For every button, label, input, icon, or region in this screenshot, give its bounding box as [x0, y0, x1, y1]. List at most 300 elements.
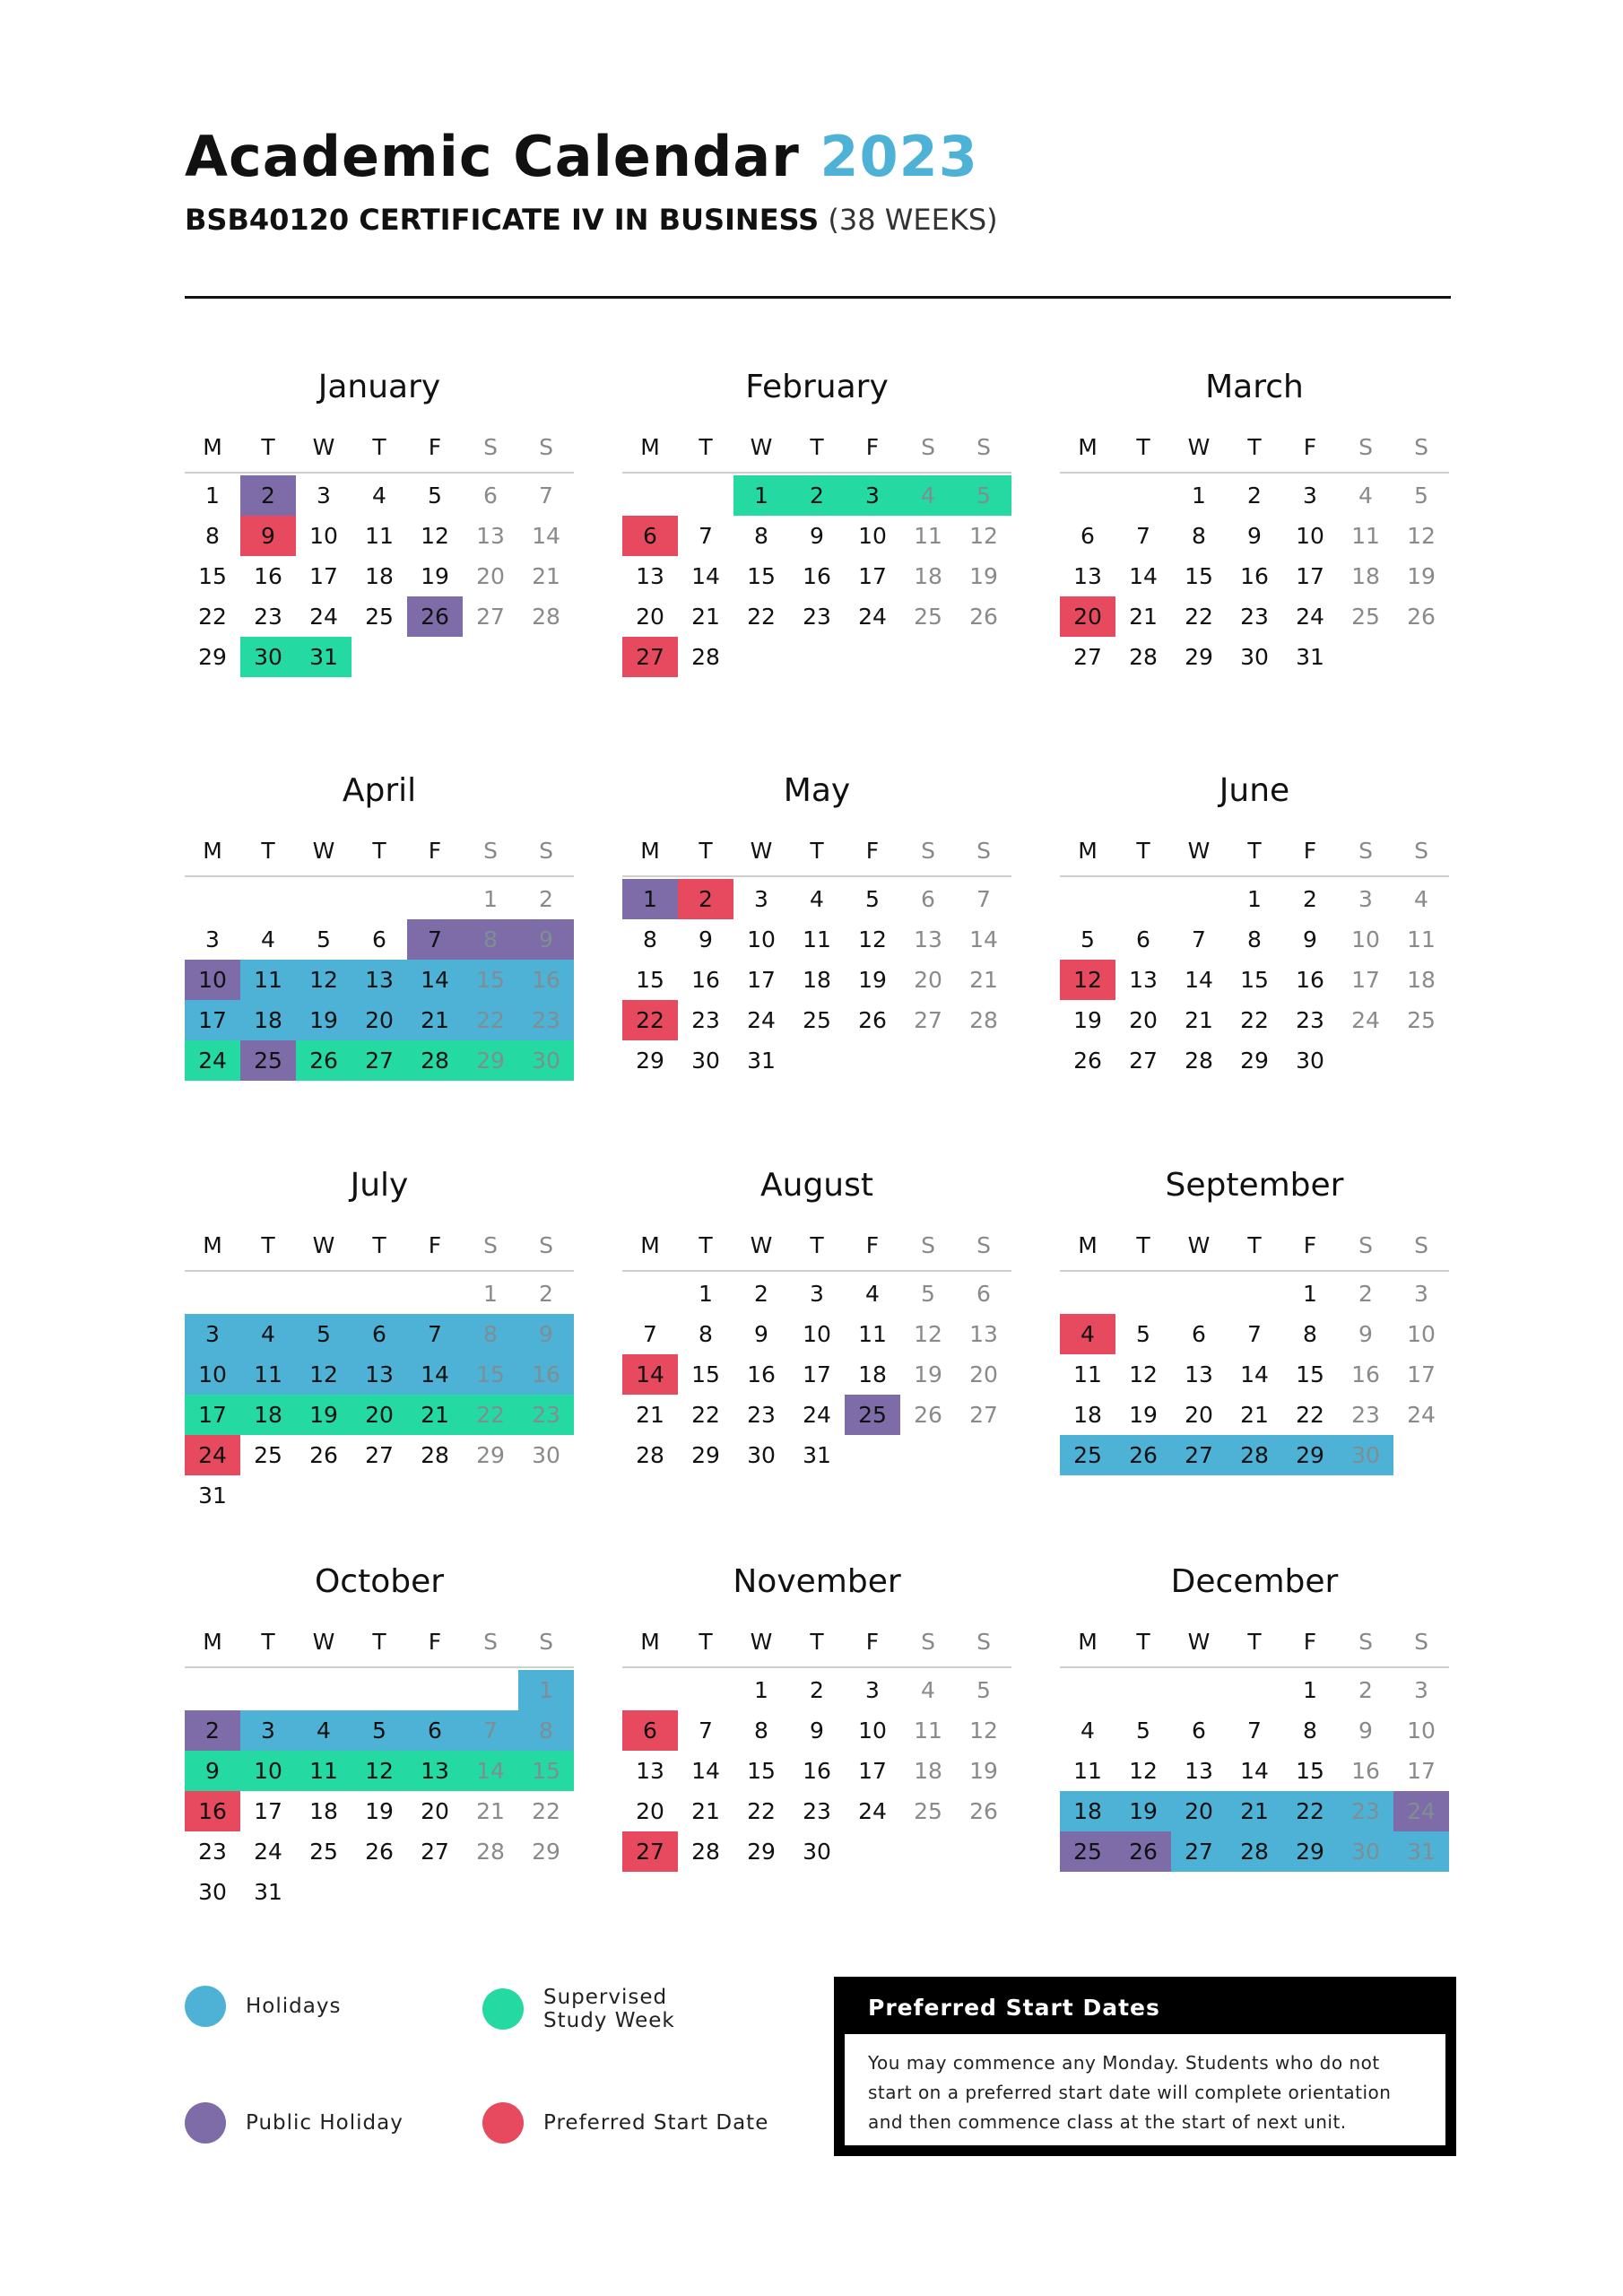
day-cell: 21	[691, 1798, 720, 1824]
month-december	[1060, 1561, 1449, 1872]
weekday-header	[622, 429, 1011, 474]
day-cell: 10	[858, 1718, 887, 1744]
day-cell: 29	[198, 644, 227, 670]
day-cell: 4	[372, 483, 386, 509]
day-cell: 24	[1296, 604, 1324, 630]
day-cell: 8	[205, 523, 220, 549]
day-cell: 6	[622, 1710, 678, 1751]
day-cell: 15	[747, 563, 776, 589]
weekday-label: T	[1136, 1628, 1150, 1655]
day-cell: 19	[296, 1000, 352, 1040]
weekday-label: M	[203, 837, 222, 864]
weekday-label: T	[1136, 837, 1150, 864]
day-cell: 31	[747, 1048, 776, 1074]
day-cell: 13	[476, 523, 505, 549]
day-cell: 17	[1351, 967, 1380, 993]
weekday-label: F	[428, 837, 442, 864]
day-cell: 13	[1185, 1361, 1213, 1387]
day-cell: 30	[240, 637, 296, 677]
day-cell: 5	[428, 483, 442, 509]
weekday-label: W	[312, 837, 335, 864]
day-cell: 17	[858, 563, 887, 589]
day-cell: 13	[1073, 563, 1102, 589]
day-cell: 15	[1240, 967, 1269, 993]
day-cell: 21	[407, 1395, 463, 1435]
day-cell: 10	[747, 926, 776, 952]
weekday-label: T	[1136, 433, 1150, 460]
day-cell: 4	[261, 926, 275, 952]
day-cell: 9	[518, 1314, 574, 1354]
weekday-label: S	[539, 433, 553, 460]
day-grid	[1060, 1274, 1449, 1475]
weekday-label: F	[865, 837, 880, 864]
month-name: January	[317, 369, 441, 405]
day-cell: 29	[463, 1040, 518, 1081]
empty-day-cell	[1171, 1274, 1227, 1314]
day-cell: 4	[240, 1314, 296, 1354]
weekday-label: S	[1358, 1231, 1373, 1258]
month-january	[185, 366, 574, 677]
day-cell: 17	[1407, 1758, 1436, 1784]
page-title	[185, 124, 978, 189]
day-cell: 27	[352, 1040, 407, 1081]
day-cell: 17	[185, 1000, 240, 1040]
weekday-label: S	[1414, 1628, 1428, 1655]
day-cell: 2	[1303, 886, 1317, 912]
day-cell: 3	[1358, 886, 1373, 912]
study-swatch-icon	[482, 1988, 524, 2030]
weekday-label: W	[312, 1231, 335, 1258]
legend-holidays-label: Holidays	[246, 1995, 342, 2018]
empty-day-cell	[296, 1670, 352, 1710]
empty-day-cell	[352, 1274, 407, 1314]
day-cell: 3	[1414, 1281, 1428, 1307]
month-name: July	[350, 1167, 409, 1204]
weekday-label: W	[750, 1231, 773, 1258]
day-cell: 14	[1240, 1758, 1269, 1784]
day-cell: 6	[372, 926, 386, 952]
day-cell: 17	[254, 1798, 282, 1824]
info-box-body: You may commence any Monday. Students who do not start on a preferred start date will complete orientation and then commence class at the start of next unit.	[845, 2034, 1445, 2145]
day-cell: 23	[803, 1798, 831, 1824]
day-cell: 18	[1060, 1791, 1115, 1831]
day-grid	[185, 1670, 574, 1912]
legend-start-label: Preferred Start Date	[543, 2111, 769, 2135]
weekday-label: W	[750, 837, 773, 864]
day-cell: 27	[421, 1839, 449, 1865]
day-cell: 8	[463, 1314, 518, 1354]
start-date-swatch-icon	[482, 2102, 524, 2144]
weekday-label: T	[1247, 1231, 1262, 1258]
day-cell: 12	[1129, 1361, 1158, 1387]
day-cell: 19	[421, 563, 449, 589]
day-cell: 30	[1338, 1435, 1393, 1475]
day-cell: 2	[789, 475, 845, 516]
day-cell: 1	[1303, 1677, 1317, 1703]
empty-day-cell	[622, 475, 678, 516]
day-cell: 3	[810, 1281, 824, 1307]
day-cell: 8	[1303, 1718, 1317, 1744]
day-cell: 12	[969, 1718, 998, 1744]
weekday-label: F	[1303, 433, 1317, 460]
day-cell: 2	[678, 879, 733, 919]
day-cell: 7	[463, 1710, 518, 1751]
day-cell: 16	[1351, 1758, 1380, 1784]
empty-day-cell	[296, 1274, 352, 1314]
day-cell: 27	[1171, 1435, 1227, 1475]
day-cell: 24	[309, 604, 338, 630]
day-cell: 2	[1358, 1281, 1373, 1307]
day-cell: 5	[1081, 926, 1095, 952]
day-cell: 2	[1247, 483, 1262, 509]
day-cell: 8	[754, 1718, 768, 1744]
weekday-label: T	[1247, 1628, 1262, 1655]
day-cell: 12	[914, 1321, 942, 1347]
month-name: August	[760, 1167, 873, 1204]
day-cell: 1	[483, 886, 498, 912]
empty-day-cell	[185, 879, 240, 919]
day-cell: 4	[900, 475, 956, 516]
day-cell: 25	[1060, 1831, 1115, 1872]
day-cell: 11	[1407, 926, 1436, 952]
day-cell: 8	[1247, 926, 1262, 952]
day-cell: 21	[1185, 1007, 1213, 1033]
legend-public-holiday	[185, 2102, 404, 2144]
day-cell: 15	[747, 1758, 776, 1784]
day-cell: 20	[636, 1798, 664, 1824]
day-cell: 8	[518, 1710, 574, 1751]
day-cell: 24	[185, 1435, 240, 1475]
empty-day-cell	[407, 1670, 463, 1710]
day-cell: 5	[956, 475, 1011, 516]
day-cell: 14	[532, 523, 560, 549]
day-cell: 27	[622, 1831, 678, 1872]
month-name: October	[314, 1563, 445, 1600]
day-grid	[622, 879, 1011, 1081]
day-cell: 6	[976, 1281, 991, 1307]
day-cell: 15	[463, 960, 518, 1000]
day-cell: 15	[1185, 563, 1213, 589]
day-cell: 30	[198, 1879, 227, 1905]
day-cell: 12	[1060, 960, 1115, 1000]
month-february	[622, 366, 1011, 677]
month-november	[622, 1561, 1011, 1872]
weekday-label: S	[1414, 433, 1428, 460]
day-cell: 26	[969, 1798, 998, 1824]
month-name: December	[1170, 1563, 1339, 1600]
weekday-label: T	[810, 837, 824, 864]
weekday-label: T	[699, 837, 713, 864]
day-cell: 14	[1185, 967, 1213, 993]
empty-day-cell	[407, 1274, 463, 1314]
weekday-label: T	[1247, 433, 1262, 460]
weekday-label: S	[921, 1628, 935, 1655]
day-cell: 31	[1296, 644, 1324, 670]
weekday-label: T	[810, 1231, 824, 1258]
weekday-label: M	[203, 1231, 222, 1258]
month-august	[622, 1164, 1011, 1475]
day-cell: 9	[1303, 926, 1317, 952]
weekday-label: T	[372, 433, 386, 460]
empty-day-cell	[240, 879, 296, 919]
day-cell: 10	[240, 1751, 296, 1791]
day-cell: 11	[1351, 523, 1380, 549]
day-cell: 21	[636, 1402, 664, 1428]
day-cell: 14	[622, 1354, 678, 1395]
title-text: Academic Calendar	[185, 124, 800, 189]
day-cell: 1	[699, 1281, 713, 1307]
day-cell: 2	[754, 1281, 768, 1307]
empty-day-cell	[1060, 475, 1115, 516]
legend-study-label: Supervised Study Week	[543, 1986, 675, 2032]
day-cell: 27	[476, 604, 505, 630]
day-cell: 29	[1282, 1435, 1338, 1475]
day-cell: 28	[1227, 1831, 1282, 1872]
day-cell: 20	[476, 563, 505, 589]
day-cell: 25	[309, 1839, 338, 1865]
weekday-label: F	[428, 1628, 442, 1655]
day-cell: 29	[1240, 1048, 1269, 1074]
day-cell: 26	[1407, 604, 1436, 630]
weekday-label: T	[261, 837, 275, 864]
weekday-label: W	[1187, 433, 1211, 460]
day-cell: 4	[810, 886, 824, 912]
weekday-label: M	[640, 837, 660, 864]
day-cell: 15	[198, 563, 227, 589]
day-cell: 9	[185, 1751, 240, 1791]
day-cell: 25	[1351, 604, 1380, 630]
day-cell: 5	[352, 1710, 407, 1751]
day-cell: 4	[296, 1710, 352, 1751]
day-cell: 18	[803, 967, 831, 993]
weekday-label: S	[976, 433, 991, 460]
empty-day-cell	[1115, 1274, 1171, 1314]
day-cell: 16	[518, 960, 574, 1000]
empty-day-cell	[678, 1670, 733, 1710]
day-cell: 13	[636, 1758, 664, 1784]
day-cell: 22	[747, 604, 776, 630]
weekday-label: S	[483, 1231, 498, 1258]
day-cell: 24	[1407, 1402, 1436, 1428]
day-cell: 7	[1192, 926, 1206, 952]
day-cell: 16	[254, 563, 282, 589]
legend-start-date	[482, 2102, 768, 2144]
day-cell: 9	[754, 1321, 768, 1347]
weekday-label: T	[699, 1628, 713, 1655]
weekday-label: F	[1303, 1628, 1317, 1655]
day-cell: 15	[691, 1361, 720, 1387]
day-cell: 13	[352, 1354, 407, 1395]
day-cell: 18	[914, 1758, 942, 1784]
day-cell: 30	[803, 1839, 831, 1865]
day-cell: 27	[1129, 1048, 1158, 1074]
day-cell: 28	[691, 1839, 720, 1865]
day-cell: 26	[407, 596, 463, 637]
day-cell: 28	[636, 1442, 664, 1468]
day-cell: 19	[365, 1798, 394, 1824]
day-cell: 1	[754, 1677, 768, 1703]
day-cell: 25	[240, 1040, 296, 1081]
day-cell: 7	[699, 1718, 713, 1744]
day-cell: 3	[185, 1314, 240, 1354]
weekday-label: S	[976, 837, 991, 864]
weekday-label: T	[699, 1231, 713, 1258]
day-cell: 30	[747, 1442, 776, 1468]
course-code: BSB40120 CERTIFICATE IV IN BUSINESS	[185, 203, 820, 237]
day-cell: 22	[691, 1402, 720, 1428]
day-cell: 17	[185, 1395, 240, 1435]
empty-day-cell	[1060, 879, 1115, 919]
day-cell: 22	[463, 1000, 518, 1040]
day-grid	[1060, 879, 1449, 1081]
day-cell: 6	[921, 886, 935, 912]
day-cell: 9	[518, 919, 574, 960]
day-cell: 8	[1303, 1321, 1317, 1347]
day-cell: 17	[858, 1758, 887, 1784]
page-subtitle	[185, 203, 998, 237]
day-cell: 2	[1358, 1677, 1373, 1703]
day-cell: 30	[1240, 644, 1269, 670]
info-box-title: Preferred Start Dates	[868, 1995, 1160, 2021]
day-cell: 7	[407, 919, 463, 960]
day-cell: 13	[407, 1751, 463, 1791]
day-cell: 10	[185, 960, 240, 1000]
day-grid	[622, 1670, 1011, 1872]
day-cell: 16	[1351, 1361, 1380, 1387]
month-june	[1060, 770, 1449, 1081]
empty-day-cell	[1115, 879, 1171, 919]
day-cell: 30	[691, 1048, 720, 1074]
day-cell: 9	[699, 926, 713, 952]
day-cell: 20	[914, 967, 942, 993]
day-cell: 15	[1296, 1361, 1324, 1387]
weekday-label: F	[865, 433, 880, 460]
day-cell: 12	[1407, 523, 1436, 549]
day-cell: 14	[1240, 1361, 1269, 1387]
day-cell: 23	[1296, 1007, 1324, 1033]
weekday-label: T	[261, 1231, 275, 1258]
weekday-label: M	[1078, 433, 1098, 460]
empty-day-cell	[296, 879, 352, 919]
day-cell: 4	[1081, 1718, 1095, 1744]
weekday-header	[1060, 1623, 1449, 1668]
day-cell: 28	[1227, 1435, 1282, 1475]
weekday-header	[185, 832, 574, 877]
day-cell: 14	[691, 1758, 720, 1784]
weekday-header	[185, 1623, 574, 1668]
day-cell: 24	[747, 1007, 776, 1033]
day-cell: 21	[532, 563, 560, 589]
day-cell: 17	[803, 1361, 831, 1387]
day-cell: 23	[1240, 604, 1269, 630]
day-cell: 1	[518, 1670, 574, 1710]
day-cell: 25	[914, 1798, 942, 1824]
weekday-label: S	[921, 1231, 935, 1258]
day-cell: 18	[914, 563, 942, 589]
legend-public-label: Public Holiday	[246, 2111, 404, 2135]
day-cell: 29	[1282, 1831, 1338, 1872]
weekday-label: M	[640, 1628, 660, 1655]
day-cell: 3	[205, 926, 220, 952]
day-cell: 29	[747, 1839, 776, 1865]
day-cell: 1	[622, 879, 678, 919]
day-cell: 27	[622, 637, 678, 677]
month-march	[1060, 366, 1449, 677]
day-cell: 10	[185, 1354, 240, 1395]
day-cell: 29	[532, 1839, 560, 1865]
month-name: February	[745, 369, 889, 405]
weekday-label: W	[750, 1628, 773, 1655]
day-cell: 25	[1060, 1435, 1115, 1475]
day-cell: 11	[240, 960, 296, 1000]
day-cell: 27	[365, 1442, 394, 1468]
empty-day-cell	[1115, 475, 1171, 516]
day-cell: 20	[1129, 1007, 1158, 1033]
day-cell: 13	[1129, 967, 1158, 993]
day-cell: 19	[969, 1758, 998, 1784]
weekday-label: W	[1187, 837, 1211, 864]
weekday-label: S	[483, 433, 498, 460]
weekday-label: S	[483, 1628, 498, 1655]
day-cell: 24	[1351, 1007, 1380, 1033]
day-cell: 10	[858, 523, 887, 549]
day-cell: 19	[914, 1361, 942, 1387]
day-cell: 28	[1129, 644, 1158, 670]
day-cell: 12	[969, 523, 998, 549]
legend-holidays	[185, 1986, 341, 2027]
weekday-label: M	[640, 1231, 660, 1258]
weekday-label: T	[699, 433, 713, 460]
empty-day-cell	[1227, 1274, 1282, 1314]
day-cell: 11	[914, 523, 942, 549]
weekday-label: W	[750, 433, 773, 460]
day-cell: 28	[969, 1007, 998, 1033]
day-cell: 16	[518, 1354, 574, 1395]
day-cell: 17	[309, 563, 338, 589]
day-cell: 18	[1407, 967, 1436, 993]
weekday-label: T	[372, 1231, 386, 1258]
day-cell: 18	[240, 1000, 296, 1040]
month-april	[185, 770, 574, 1081]
day-cell: 19	[296, 1395, 352, 1435]
empty-day-cell	[1060, 1274, 1115, 1314]
day-cell: 24	[858, 604, 887, 630]
day-cell: 23	[691, 1007, 720, 1033]
weekday-label: T	[372, 1628, 386, 1655]
day-cell: 13	[636, 563, 664, 589]
empty-day-cell	[622, 1670, 678, 1710]
day-cell: 8	[699, 1321, 713, 1347]
weekday-header	[622, 832, 1011, 877]
day-cell: 2	[539, 1281, 553, 1307]
weekday-label: M	[640, 433, 660, 460]
weekday-label: F	[1303, 837, 1317, 864]
day-cell: 24	[254, 1839, 282, 1865]
day-cell: 10	[1351, 926, 1380, 952]
day-cell: 18	[365, 563, 394, 589]
day-cell: 9	[810, 1718, 824, 1744]
day-cell: 7	[699, 523, 713, 549]
weekday-label: W	[312, 1628, 335, 1655]
month-name: May	[783, 772, 851, 809]
day-cell: 20	[1060, 596, 1115, 637]
weekday-label: S	[1358, 837, 1373, 864]
weekday-label: T	[261, 1628, 275, 1655]
day-grid	[185, 1274, 574, 1516]
day-cell: 28	[476, 1839, 505, 1865]
day-cell: 2	[810, 1677, 824, 1703]
weekday-label: F	[428, 433, 442, 460]
